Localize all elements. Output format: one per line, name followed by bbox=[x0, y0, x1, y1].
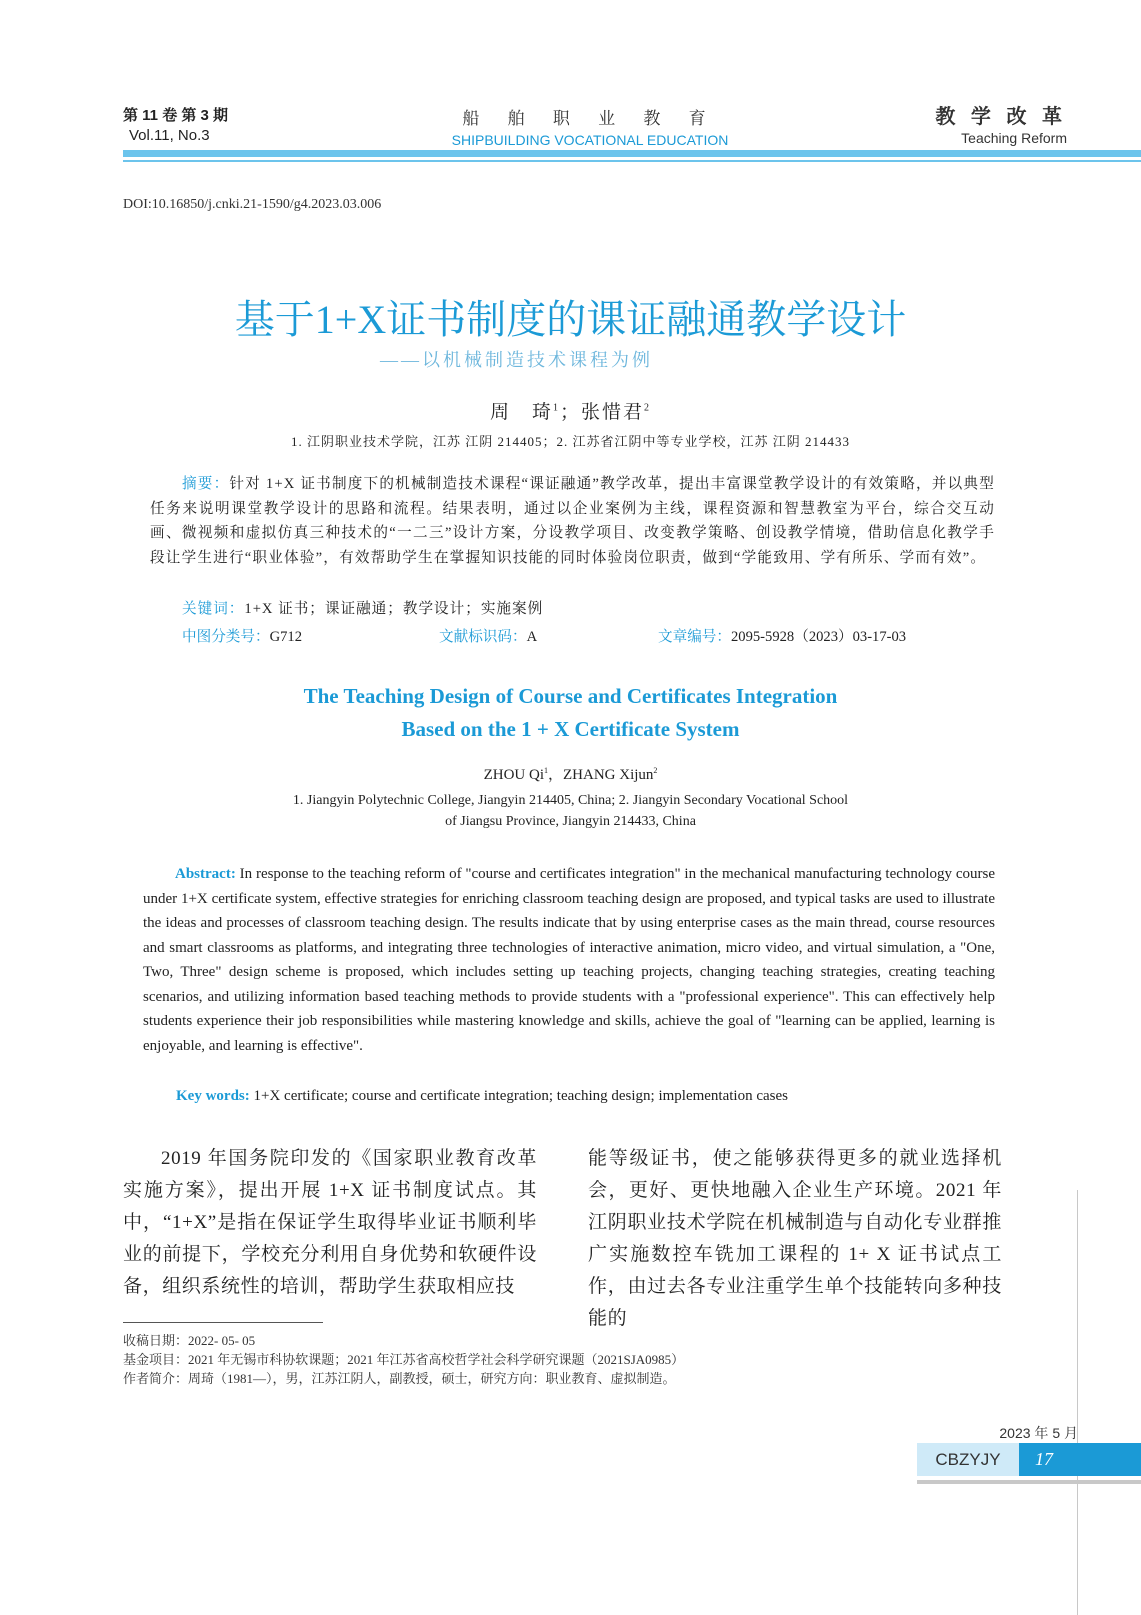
abstract-cn bbox=[150, 472, 995, 570]
keywords-en-label: Key words: bbox=[176, 1088, 250, 1104]
margin-rule bbox=[1077, 1190, 1078, 1615]
doc-code-value: A bbox=[526, 629, 538, 645]
issue-date: 2023 年 5 月 bbox=[999, 1425, 1078, 1441]
keywords-cn-text: 1+X 证书；课证融通；教学设计；实施案例 bbox=[244, 601, 544, 617]
authors-en bbox=[0, 763, 1141, 784]
abstract-en-text: In response to the teaching reform of "course and certificates integration" in the mechanical manufacturing technology course under 1+X certificate system, effective strategies for enriching classroom teaching design are proposed, and typical tasks are used to illustrate the ideas and processes of classroom teaching design. The results indicate that by using enterprise cases as the main thread, course resources and smart classrooms as platforms, and integrating three technologies of interactive animation, micro video, and virtual simulation, a "One, Two, Three" design scheme is proposed, which includes setting up teaching projects, changing teaching strategies, creating teaching scenarios, and utilizing information based teaching methods to provide students with a "professional experience". This can effectively help students experience their job responsibilities while mastering knowledge and skills, achieve the goal of "learning can be applied, learning is enjoyable, and learning is effective". bbox=[143, 866, 996, 1054]
abstract-en bbox=[143, 862, 995, 1058]
article-number-label: 文章编号： bbox=[658, 629, 731, 645]
clc-number bbox=[182, 625, 302, 646]
clc-label: 中图分类号： bbox=[182, 629, 270, 645]
author-2-en-mark: 2 bbox=[653, 766, 658, 775]
doc-code-label: 文献标识码： bbox=[439, 629, 527, 645]
fund-project: 基金项目：2021 年无锡市科协软课题；2021 年江苏省高校哲学社会科学研究课题（2021SJA0985） bbox=[123, 1352, 685, 1367]
header-rule-thick bbox=[123, 150, 1141, 157]
keywords-en-text: 1+X certificate; course and certificate integration; teaching design; implementation cases bbox=[253, 1088, 788, 1104]
author-1-cn: 周 琦 bbox=[489, 402, 553, 423]
keywords-en bbox=[176, 1088, 788, 1105]
authors-cn bbox=[0, 397, 1141, 424]
journal-volume-block bbox=[123, 106, 323, 146]
affiliation-en-line-1: 1. Jiangyin Polytechnic College, Jiangyin 214405, China; 2. Jiangyin Secondary Vocational School bbox=[292, 793, 849, 808]
affiliation-en bbox=[0, 790, 1141, 832]
journal-name-cn: 船 舶 职 业 教 育 bbox=[462, 109, 718, 128]
header-rule-thin bbox=[123, 160, 1141, 162]
author-2-cn: ；张惜君 bbox=[560, 402, 645, 423]
author-1-affil-mark: 1 bbox=[553, 402, 560, 414]
affiliation-en-line-2: of Jiangsu Province, Jiangyin 214433, China bbox=[445, 814, 696, 829]
page-number: 17 bbox=[1019, 1443, 1141, 1476]
author-2-en: ，ZHANG Xijun bbox=[548, 767, 654, 783]
body-paragraph-continued: 能等级证书，使之能够获得更多的就业选择机会，更好、更快地融入企业生产环境。2021 年江阴职业技术学院在机械制造与自动化专业群推广实施数控车铣加工课程的 1+ X 证书试点工作，由过去各专业注重学生单个技能转向多种技能的 bbox=[588, 1148, 1002, 1329]
article-number bbox=[658, 625, 906, 646]
volume-en: Vol.11, No.3 bbox=[129, 127, 210, 144]
abstract-en-label: Abstract: bbox=[175, 866, 236, 882]
section-name-cn: 教 学 改 革 bbox=[935, 106, 1067, 128]
keywords-cn bbox=[182, 597, 543, 618]
paper-subtitle-cn: ——以机械制造技术课程为例 bbox=[380, 350, 653, 370]
paper-title-cn: 基于1+X证书制度的课证融通教学设计 bbox=[234, 297, 907, 342]
affiliation-cn: 1. 江阴职业技术学院，江苏 江阴 214405；2. 江苏省江阴中等专业学校，江苏 江阴 214433 bbox=[290, 434, 850, 449]
paper-title-en bbox=[0, 680, 1141, 746]
body-paragraph: 2019 年国务院印发的《国家职业教育改革实施方案》，提出开展 1+X 证书制度试点。其中，“1+X”是指在保证学生取得毕业证书顺利毕业的前提下，学校充分利用自身优势和软硬件设备，组织系统性的培训，帮助学生获取相应技 bbox=[123, 1148, 537, 1297]
body-column-left bbox=[123, 1143, 537, 1303]
clc-value: G712 bbox=[269, 629, 303, 645]
section-name-en: Teaching Reform bbox=[961, 130, 1067, 146]
title-en-line-2: Based on the 1 + X Certificate System bbox=[401, 717, 740, 741]
author-bio: 作者简介：周琦（1981—），男，江苏江阴人，副教授，硕士，研究方向：职业教育、虚拟制造。 bbox=[123, 1371, 676, 1386]
journal-abbrev: CBZYJY bbox=[917, 1443, 1019, 1476]
received-date: 收稿日期：2022- 05- 05 bbox=[123, 1333, 256, 1348]
volume-cn: 第 11 卷 第 3 期 bbox=[123, 107, 229, 124]
author-2-affil-mark: 2 bbox=[644, 402, 652, 414]
abstract-cn-label: 摘要： bbox=[182, 476, 230, 492]
footnote-rule bbox=[123, 1322, 323, 1323]
journal-name-en: SHIPBUILDING VOCATIONAL EDUCATION bbox=[451, 132, 729, 148]
article-number-value: 2095-5928（2023）03-17-03 bbox=[730, 629, 907, 645]
footnotes bbox=[123, 1331, 684, 1388]
footer-rule bbox=[917, 1480, 1141, 1484]
title-en-line-1: The Teaching Design of Course and Certificates Integration bbox=[303, 684, 838, 708]
author-1-en: ZHOU Qi bbox=[483, 767, 544, 783]
abstract-cn-text: 针对 1+X 证书制度下的机械制造技术课程“课证融通”教学改革，提出丰富课堂教学设计的有效策略，并以典型任务来说明课堂教学设计的思路和流程。结果表明，通过以企业案例为主线，课程资源和智慧教室为平台，综合交互动画、微视频和虚拟仿真三种技术的“一二三”设计方案，分设教学项目、改变教学策略、创设教学情境，借助信息化教学手段让学生进行“职业体验”，有效帮助学生在掌握知识技能的同时体验岗位职责，做到“学能致用、学有所乐、学而有效”。 bbox=[150, 476, 995, 566]
body-column-right bbox=[588, 1143, 1002, 1335]
section-block bbox=[847, 100, 1067, 146]
author-1-en-mark: 1 bbox=[544, 766, 548, 775]
doi: DOI:10.16850/j.cnki.21-1590/g4.2023.03.006 bbox=[123, 197, 382, 212]
journal-title-block bbox=[420, 104, 760, 148]
keywords-cn-label: 关键词： bbox=[182, 601, 245, 617]
document-code bbox=[439, 625, 537, 646]
